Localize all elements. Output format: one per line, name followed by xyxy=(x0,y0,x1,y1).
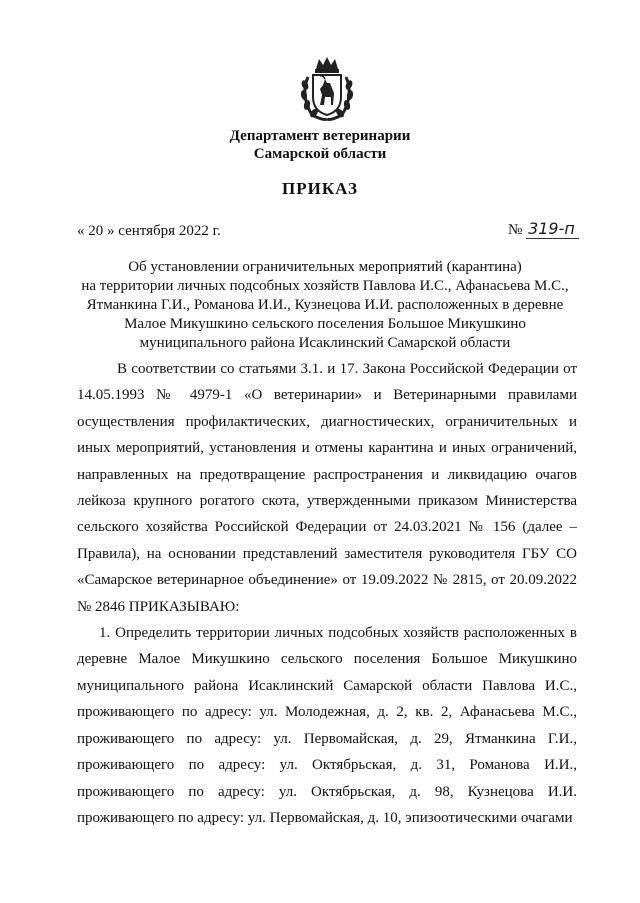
order-number xyxy=(508,219,579,239)
order-number-prefix: № xyxy=(508,222,523,238)
body-paragraph-item-1: 1. Определить территории личных подсобных хозяйств расположенных в деревне Малое Микушкино сельского поселения Большое Микушкино муниципального района Исаклинский Самарской области Павлова И.С., проживающего по адресу: ул. Молодежная, д. 2, кв. 2, Афанасьева М.С., проживающего по адресу: ул. Первомайская, д. 29, Ятманкина Г.И., проживающего по адресу: ул. Октябрьская, д. 31, Романова И.И., проживающего по адресу: ул. Октябрьская, д. 98, Кузнецова И.И. проживающего по адресу: ул. Первомайская, д. 10, эпизоотическими очагами xyxy=(77,625,577,826)
department-region: Самарской области xyxy=(253,146,387,162)
subject-line: Малое Микушкино сельского поселения Большое Микушкино xyxy=(124,316,526,332)
body-paragraph-preamble: В соответствии со статьями 3.1. и 17. Закона Российской Федерации от 14.05.1993 № 4979-1 «О ветеринарии» и Ветеринарными правилами осуществления профилактических, диагностических, ограничительных и иных мероприятий, установления и отмены карантина и иных ограничений, направленных на предотвращение распространения и ликвидацию очагов лейкоза крупного рогатого скота, утвержденными приказом Министерства сельского хозяйства Российской Федерации от 24.03.2021 № 156 (далее – Правила), на основании представлений заместителя руководителя ГБУ СО «Самарское ветеринарное объединение» от 19.09.2022 № 2815, от 20.09.2022 № 2846 ПРИКАЗЫВАЮ: xyxy=(77,361,577,615)
department-name: Департамент ветеринарии xyxy=(229,128,411,144)
order-body xyxy=(77,356,577,831)
subject-line: Об установлении ограничительных мероприятий (карантина) xyxy=(128,259,522,275)
order-title: ПРИКАЗ xyxy=(282,179,358,198)
order-number-handwritten: 319-п xyxy=(526,219,579,239)
subject-line: муниципального района Исаклинский Самарской области xyxy=(139,335,511,351)
order-subject xyxy=(60,258,590,353)
samara-coat-of-arms-icon xyxy=(296,55,358,123)
order-date: « 20 » сентября 2022 г. xyxy=(77,223,221,239)
subject-line: на территории личных подсобных хозяйств Павлова И.С., Афанасьева М.С., xyxy=(81,278,569,294)
subject-line: Ятманкина Г.И., Романова И.И., Кузнецова И.И. расположенных в деревне xyxy=(86,297,564,313)
